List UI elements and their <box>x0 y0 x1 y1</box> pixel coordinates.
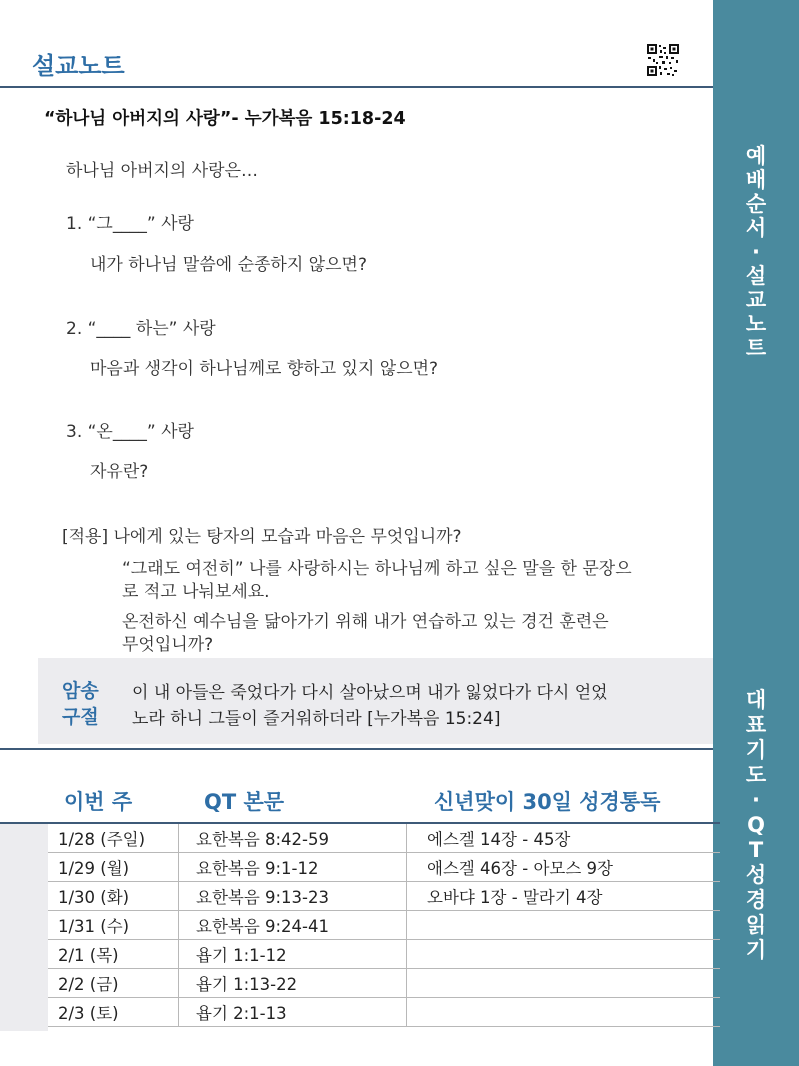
date-cell: 2/1 (목) <box>48 940 179 969</box>
point-heading: 2. “____ 하는” 사랑 <box>66 319 216 339</box>
qr-code-icon[interactable] <box>646 43 680 77</box>
side-banner <box>713 0 799 1066</box>
side-char: 기 <box>745 738 767 762</box>
point-question: 내가 하나님 말씀에 순종하지 않으면? <box>90 255 367 275</box>
side-char: Q <box>747 813 765 837</box>
reading-cell: 오바댜 1장 - 말라기 4장 <box>407 882 721 911</box>
reading-cell: 에스겔 14장 - 45장 <box>407 824 721 853</box>
section-divider <box>0 748 713 750</box>
qt-cell: 요한복음 8:42-59 <box>179 824 407 853</box>
side-char: 읽 <box>745 913 767 937</box>
qt-cell: 욥기 1:1-12 <box>179 940 407 969</box>
side-char: 트 <box>745 336 767 360</box>
point-heading: 3. “온____” 사랑 <box>66 422 194 442</box>
point-question: 마음과 생각이 하나님께로 향하고 있지 않으면? <box>90 359 439 379</box>
application-question: 로 적고 나눠보세요. <box>122 582 270 602</box>
side-char: 대 <box>745 688 767 712</box>
date-cell: 1/28 (주일) <box>48 824 179 853</box>
side-char: 노 <box>745 312 767 336</box>
table-row <box>48 998 720 1027</box>
side-char: 기 <box>745 938 767 962</box>
reading-cell <box>407 911 721 940</box>
application-question: 무엇입니까? <box>122 635 214 655</box>
reading-cell: 애스겔 46장 - 아모스 9장 <box>407 853 721 882</box>
table-row <box>48 969 720 998</box>
qt-cell: 욥기 1:13-22 <box>179 969 407 998</box>
side-label-bottom <box>713 690 799 961</box>
side-char: · <box>752 788 760 812</box>
side-char: 예 <box>745 144 767 168</box>
side-label-top <box>713 146 799 359</box>
schedule-header-qt: QT 본문 <box>204 790 285 814</box>
point-question: 자유란? <box>90 462 149 482</box>
qt-cell: 욥기 2:1-13 <box>179 998 407 1027</box>
side-char: T <box>748 838 764 862</box>
application-question: 온전하신 예수님을 닮아가기 위해 내가 연습하고 있는 경건 훈련은 <box>122 612 609 632</box>
application-lead: [적용] 나에게 있는 탕자의 모습과 마음은 무엇입니까? <box>62 527 462 547</box>
side-char: 배 <box>745 168 767 192</box>
memory-label-line: 구절 <box>62 706 99 728</box>
side-char: 교 <box>745 288 767 312</box>
application-question: “그래도 여전히” 나를 사랑하시는 하나님께 하고 싶은 말을 한 문장으 <box>122 559 632 579</box>
date-cell: 1/30 (화) <box>48 882 179 911</box>
qt-cell: 요한복음 9:1-12 <box>179 853 407 882</box>
qt-cell: 요한복음 9:13-23 <box>179 882 407 911</box>
memory-text-line: 이 내 아들은 죽었다가 다시 살아났으며 내가 잃었다가 다시 얻었 <box>132 683 608 703</box>
side-char: 설 <box>745 264 767 288</box>
table-row <box>48 940 720 969</box>
sermon-title: “하나님 아버지의 사랑”- 누가복음 15:18-24 <box>44 109 406 129</box>
table-row <box>48 882 720 911</box>
memory-verse-text <box>132 680 608 732</box>
side-char: 표 <box>745 713 767 737</box>
side-char: 순 <box>745 192 767 216</box>
side-char: 성 <box>745 863 767 887</box>
memory-text-line: 노라 하니 그들이 즐거워하더라 [누가복음 15:24] <box>132 709 501 729</box>
date-cell: 2/2 (금) <box>48 969 179 998</box>
schedule-table <box>48 824 720 1027</box>
date-cell: 1/29 (월) <box>48 853 179 882</box>
memory-verse-label <box>62 678 99 730</box>
page-title: 설교노트 <box>32 52 125 80</box>
sermon-intro: 하나님 아버지의 사랑은… <box>66 161 259 181</box>
qt-cell: 요한복음 9:24-41 <box>179 911 407 940</box>
date-cell: 2/3 (토) <box>48 998 179 1027</box>
table-row <box>48 824 720 853</box>
reading-cell <box>407 998 721 1027</box>
point-heading: 1. “그____” 사랑 <box>66 214 194 234</box>
side-char: 도 <box>745 763 767 787</box>
side-char: 서 <box>745 216 767 240</box>
table-side-shade <box>0 824 48 1031</box>
table-row <box>48 853 720 882</box>
memory-verse-box <box>38 658 713 744</box>
side-char: · <box>752 240 760 264</box>
memory-label-line: 암송 <box>62 680 99 702</box>
date-cell: 1/31 (수) <box>48 911 179 940</box>
side-char: 경 <box>745 888 767 912</box>
reading-cell <box>407 969 721 998</box>
reading-cell <box>407 940 721 969</box>
header-divider <box>0 86 713 88</box>
schedule-header-reading: 신년맞이 30일 성경통독 <box>434 790 661 814</box>
schedule-header-week: 이번 주 <box>64 790 133 814</box>
table-row <box>48 911 720 940</box>
